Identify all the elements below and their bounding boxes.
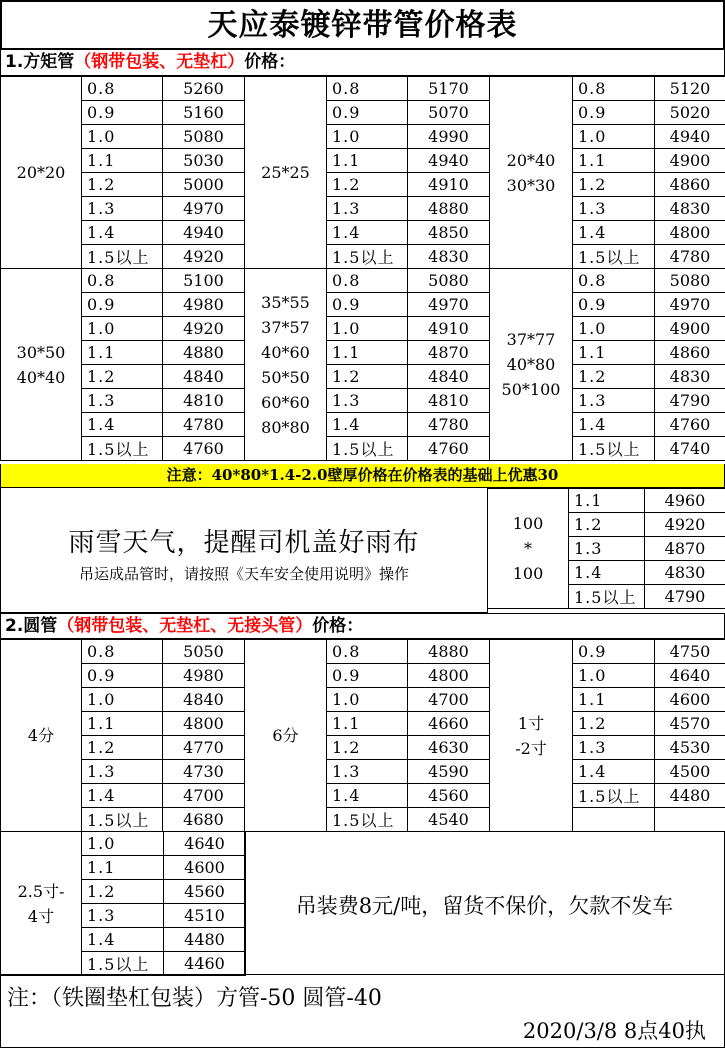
price-cell: 4680 xyxy=(163,808,245,832)
thickness-cell: 1.5以上 xyxy=(82,437,163,461)
thickness-cell: 1.0 xyxy=(573,317,655,341)
spec-size-line: 4分 xyxy=(27,726,55,745)
table-row xyxy=(488,489,725,513)
fee-message: 吊装费8元/吨，留货不保价，欠款不发车 xyxy=(295,894,674,918)
thickness-cell: 1.5以上 xyxy=(569,585,645,609)
table-row xyxy=(1,293,725,317)
thickness-cell: 0.8 xyxy=(82,269,163,293)
thickness-cell: 1.5以上 xyxy=(327,437,408,461)
price-cell: 4760 xyxy=(408,437,490,461)
thickness-cell: 1.3 xyxy=(327,389,408,413)
spec-size-line: 30*50 xyxy=(16,342,66,362)
thickness-cell: 1.3 xyxy=(82,197,163,221)
thickness-cell: 1.2 xyxy=(327,173,408,197)
thickness-cell: 1.4 xyxy=(82,413,163,437)
thickness-cell: 1.0 xyxy=(82,317,163,341)
thickness-cell: 1.5以上 xyxy=(82,808,163,832)
price-cell: 4840 xyxy=(163,688,245,712)
thickness-cell: 1.0 xyxy=(573,125,655,149)
price-cell: 4810 xyxy=(408,389,490,413)
price-cell: 4780 xyxy=(655,245,725,269)
thickness-cell: 0.9 xyxy=(573,293,655,317)
spec-size-cell xyxy=(488,489,569,609)
thickness-cell: 1.3 xyxy=(327,760,408,784)
price-cell: 4600 xyxy=(655,688,725,712)
thickness-cell: 1.2 xyxy=(82,365,163,389)
thickness-cell: 1.4 xyxy=(573,221,655,245)
price-cell: 4840 xyxy=(408,365,490,389)
price-cell: 4780 xyxy=(408,413,490,437)
price-cell: 4460 xyxy=(164,952,246,976)
price-cell: 4860 xyxy=(655,173,725,197)
price-cell: 5120 xyxy=(655,77,725,101)
thickness-cell: 1.2 xyxy=(82,736,163,760)
spec-size-line: 80*80 xyxy=(261,417,310,437)
thickness-cell: 0.8 xyxy=(82,640,163,664)
spec-size-line: 2.5寸- xyxy=(17,881,65,901)
table-row xyxy=(1,365,725,389)
thickness-cell: 1.4 xyxy=(327,221,408,245)
thickness-cell: 1.2 xyxy=(82,880,164,904)
spec-size-line: 6分 xyxy=(272,726,299,745)
price-cell: 4970 xyxy=(163,197,245,221)
thickness-cell: 1.0 xyxy=(82,125,163,149)
square-label-suffix: 价格： xyxy=(244,52,296,72)
price-cell: 4870 xyxy=(645,537,725,561)
spec-size-cell xyxy=(490,77,573,269)
thickness-cell: 0.8 xyxy=(573,77,655,101)
price-cell: 4860 xyxy=(655,341,725,365)
thickness-cell: 0.9 xyxy=(327,664,408,688)
price-cell: 4780 xyxy=(163,413,245,437)
thickness-cell: 1.0 xyxy=(327,688,408,712)
thickness-cell: 1.5以上 xyxy=(82,952,164,976)
price-cell: 4760 xyxy=(655,413,725,437)
price-cell: 4790 xyxy=(645,585,725,609)
spec-size-line: 40*40 xyxy=(16,367,66,387)
price-cell: 4660 xyxy=(408,712,490,736)
price-cell: 5260 xyxy=(163,77,245,101)
price-cell: 4800 xyxy=(163,712,245,736)
thickness-cell xyxy=(573,808,655,832)
table-row xyxy=(1,77,725,101)
spec-size-line: 20*40 xyxy=(506,150,556,170)
price-cell: 4480 xyxy=(164,928,246,952)
table-row xyxy=(1,664,725,688)
price-cell: 4740 xyxy=(655,437,725,461)
price-cell: 4880 xyxy=(408,197,490,221)
price-cell: 4880 xyxy=(163,341,245,365)
table-row xyxy=(1,437,725,461)
thickness-cell: 0.8 xyxy=(327,640,408,664)
price-cell: 4500 xyxy=(655,760,725,784)
price-cell: 4880 xyxy=(408,640,490,664)
thickness-cell: 1.1 xyxy=(82,712,163,736)
thickness-cell: 1.3 xyxy=(573,389,655,413)
footer xyxy=(0,974,725,1048)
thickness-cell: 1.3 xyxy=(82,904,164,928)
thickness-cell: 0.9 xyxy=(327,293,408,317)
square-price-table-1 xyxy=(0,76,725,269)
spec-size-line: * xyxy=(524,539,532,558)
thickness-cell: 1.3 xyxy=(573,736,655,760)
price-cell: 4560 xyxy=(164,880,246,904)
price-cell: 5070 xyxy=(408,101,490,125)
thickness-cell: 0.9 xyxy=(82,293,163,317)
price-cell: 4940 xyxy=(655,125,725,149)
price-cell: 4940 xyxy=(408,149,490,173)
thickness-cell: 1.1 xyxy=(327,712,408,736)
table-row xyxy=(1,269,725,293)
price-cell: 5080 xyxy=(655,269,725,293)
table-row xyxy=(1,341,725,365)
table-row xyxy=(1,413,725,437)
spec-size-line: 4寸 xyxy=(27,906,55,926)
packaging-discount-note: 注：（铁圈垫杠包装）方管-50 圆管-40 xyxy=(7,986,382,1011)
thickness-cell: 1.4 xyxy=(82,784,163,808)
spec-size-cell xyxy=(1,77,82,269)
thickness-cell: 1.5以上 xyxy=(573,784,655,808)
thickness-cell: 1.4 xyxy=(327,413,408,437)
table-row xyxy=(1,832,246,856)
thickness-cell: 1.4 xyxy=(569,561,645,585)
price-cell xyxy=(655,808,725,832)
spec-size-line: 37*57 xyxy=(261,317,310,337)
table-row xyxy=(1,808,725,832)
thickness-cell: 1.0 xyxy=(327,125,408,149)
thickness-cell: 1.1 xyxy=(573,688,655,712)
spec-size-line: 40*80 xyxy=(506,355,556,374)
price-cell: 4640 xyxy=(164,832,246,856)
thickness-cell: 1.5以上 xyxy=(82,245,163,269)
round-tube-section-label xyxy=(0,613,725,639)
thickness-cell: 1.1 xyxy=(573,341,655,365)
weather-message: 雨雪天气，提醒司机盖好雨布 xyxy=(68,528,420,558)
thickness-cell: 1.0 xyxy=(573,664,655,688)
price-cell: 4700 xyxy=(408,688,490,712)
table-row xyxy=(1,389,725,413)
price-cell: 4830 xyxy=(645,561,725,585)
spec-size-line: 100 xyxy=(512,564,544,583)
table-row xyxy=(1,688,725,712)
price-cell: 5000 xyxy=(163,173,245,197)
square-label-packaging: （钢带包装、无垫杠） xyxy=(74,52,245,72)
round-label-packaging: （钢带包装、无垫杠、无接头管） xyxy=(57,616,313,636)
spec-size-line: -2寸 xyxy=(515,738,547,758)
price-cell: 5020 xyxy=(655,101,725,125)
thickness-cell: 1.3 xyxy=(82,760,163,784)
price-cell: 4900 xyxy=(655,317,725,341)
round-label-suffix: 价格： xyxy=(312,616,364,636)
price-cell: 4830 xyxy=(655,197,725,221)
round-price-table-1 xyxy=(0,639,725,832)
price-cell: 4800 xyxy=(655,221,725,245)
spec-size-cell xyxy=(490,640,573,832)
price-cell: 4760 xyxy=(163,437,245,461)
spec-size-line: 37*77 xyxy=(506,330,556,349)
thickness-cell: 1.2 xyxy=(327,736,408,760)
spec-size-cell xyxy=(245,269,327,461)
price-cell: 4480 xyxy=(655,784,725,808)
thickness-cell: 1.2 xyxy=(573,365,655,389)
table-row xyxy=(1,317,725,341)
price-cell: 4560 xyxy=(408,784,490,808)
spec-size-line: 25*25 xyxy=(261,163,310,182)
square-100x100-table xyxy=(487,488,725,609)
spec-size-line: 30*30 xyxy=(506,175,556,195)
price-cell: 4980 xyxy=(163,293,245,317)
price-cell: 4920 xyxy=(163,245,245,269)
price-cell: 4910 xyxy=(408,173,490,197)
page-title: 天应泰镀锌带管价格表 xyxy=(0,0,725,50)
thickness-cell: 1.1 xyxy=(327,341,408,365)
price-cell: 4510 xyxy=(164,904,246,928)
thickness-cell: 1.1 xyxy=(573,149,655,173)
spec-size-cell xyxy=(245,640,327,832)
table-row xyxy=(1,125,725,149)
lifting-safety-message: 吊运成品管时，请按照《天车安全使用说明》操作 xyxy=(78,565,409,583)
thickness-cell: 1.1 xyxy=(327,149,408,173)
thickness-cell: 1.2 xyxy=(573,173,655,197)
price-cell: 4810 xyxy=(163,389,245,413)
thickness-cell: 1.4 xyxy=(82,928,164,952)
table-row xyxy=(1,221,725,245)
price-cell: 5050 xyxy=(163,640,245,664)
thickness-cell: 0.9 xyxy=(573,640,655,664)
price-cell: 4960 xyxy=(645,489,725,513)
thickness-cell: 0.9 xyxy=(573,101,655,125)
price-cell: 4800 xyxy=(408,664,490,688)
thickness-cell: 1.5以上 xyxy=(573,437,655,461)
square-price-table-2 xyxy=(0,268,725,461)
thickness-cell: 1.1 xyxy=(82,341,163,365)
price-cell: 4980 xyxy=(163,664,245,688)
thickness-cell: 1.5以上 xyxy=(573,245,655,269)
price-cell: 4900 xyxy=(655,149,725,173)
thickness-cell: 1.5以上 xyxy=(327,245,408,269)
table-row xyxy=(1,149,725,173)
price-cell: 4970 xyxy=(655,293,725,317)
price-cell: 4940 xyxy=(163,221,245,245)
spec-size-line: 50*50 xyxy=(261,367,310,387)
thickness-cell: 1.5以上 xyxy=(327,808,408,832)
spec-size-line: 35*55 xyxy=(261,292,310,312)
table-row xyxy=(1,784,725,808)
thickness-cell: 1.3 xyxy=(82,389,163,413)
price-cell: 4910 xyxy=(408,317,490,341)
price-cell: 5160 xyxy=(163,101,245,125)
thickness-cell: 0.9 xyxy=(327,101,408,125)
thickness-cell: 1.2 xyxy=(327,365,408,389)
thickness-cell: 1.1 xyxy=(569,489,645,513)
spec-size-line: 100 xyxy=(512,514,544,533)
price-cell: 4600 xyxy=(164,856,246,880)
spec-size-line: 40*60 xyxy=(261,342,310,362)
price-cell: 4830 xyxy=(655,365,725,389)
thickness-cell: 0.8 xyxy=(82,77,163,101)
price-cell: 4630 xyxy=(408,736,490,760)
thickness-cell: 1.2 xyxy=(573,712,655,736)
notice-banner: 注意：40*80*1.4-2.0壁厚价格在价格表的基础上优惠30 xyxy=(0,464,725,488)
timestamp: 2020/3/8 8点40执 xyxy=(522,1019,706,1043)
spec-size-cell xyxy=(490,269,573,461)
price-cell: 4730 xyxy=(163,760,245,784)
spec-size-line: 50*100 xyxy=(501,380,561,399)
table-row xyxy=(1,736,725,760)
price-cell: 4530 xyxy=(655,736,725,760)
price-cell: 5170 xyxy=(408,77,490,101)
thickness-cell: 1.3 xyxy=(327,197,408,221)
price-cell: 4990 xyxy=(408,125,490,149)
thickness-cell: 0.8 xyxy=(327,77,408,101)
spec-size-cell xyxy=(1,640,82,832)
table-row xyxy=(1,712,725,736)
price-cell: 4640 xyxy=(655,664,725,688)
price-cell: 4850 xyxy=(408,221,490,245)
thickness-cell: 1.2 xyxy=(569,513,645,537)
thickness-cell: 1.0 xyxy=(82,688,163,712)
spec-size-line: 60*60 xyxy=(261,392,310,412)
spec-size-line: 20*20 xyxy=(16,163,66,182)
thickness-cell: 1.0 xyxy=(327,317,408,341)
thickness-cell: 0.9 xyxy=(82,101,163,125)
round-label-prefix: 2.圆管 xyxy=(5,616,58,636)
price-cell: 4970 xyxy=(408,293,490,317)
spec-size-line: 1寸 xyxy=(517,713,545,733)
price-cell: 5080 xyxy=(408,269,490,293)
square-tube-section-label xyxy=(0,50,725,76)
price-cell: 4750 xyxy=(655,640,725,664)
spec-size-cell xyxy=(1,832,82,976)
price-cell: 5030 xyxy=(163,149,245,173)
thickness-cell: 1.3 xyxy=(569,537,645,561)
spec-size-cell xyxy=(245,77,327,269)
thickness-cell: 1.0 xyxy=(82,832,164,856)
price-cell: 4920 xyxy=(163,317,245,341)
table-row xyxy=(1,640,725,664)
price-cell: 4540 xyxy=(408,808,490,832)
thickness-cell: 0.8 xyxy=(573,269,655,293)
price-cell: 4590 xyxy=(408,760,490,784)
price-cell: 4570 xyxy=(655,712,725,736)
table-row xyxy=(1,173,725,197)
price-cell: 5080 xyxy=(163,125,245,149)
thickness-cell: 1.4 xyxy=(82,221,163,245)
round-price-table-2 xyxy=(0,831,246,976)
price-cell: 4830 xyxy=(408,245,490,269)
table-row xyxy=(1,197,725,221)
square-label-prefix: 1.方矩管 xyxy=(5,52,75,72)
spec-size-cell xyxy=(1,269,82,461)
thickness-cell: 1.1 xyxy=(82,149,163,173)
thickness-cell: 1.1 xyxy=(82,856,164,880)
table-row xyxy=(1,101,725,125)
thickness-cell: 0.9 xyxy=(82,664,163,688)
thickness-cell: 1.4 xyxy=(573,760,655,784)
price-cell: 4840 xyxy=(163,365,245,389)
price-cell: 4870 xyxy=(408,341,490,365)
price-cell: 4700 xyxy=(163,784,245,808)
thickness-cell: 0.8 xyxy=(327,269,408,293)
price-cell: 5100 xyxy=(163,269,245,293)
thickness-cell: 1.4 xyxy=(573,413,655,437)
thickness-cell: 1.4 xyxy=(327,784,408,808)
price-cell: 4790 xyxy=(655,389,725,413)
price-cell: 4770 xyxy=(163,736,245,760)
weather-notice-block xyxy=(0,488,488,613)
table-row xyxy=(1,245,725,269)
fee-notice-block xyxy=(244,831,725,975)
thickness-cell: 1.3 xyxy=(573,197,655,221)
table-row xyxy=(1,760,725,784)
thickness-cell: 1.2 xyxy=(82,173,163,197)
price-cell: 4920 xyxy=(645,513,725,537)
